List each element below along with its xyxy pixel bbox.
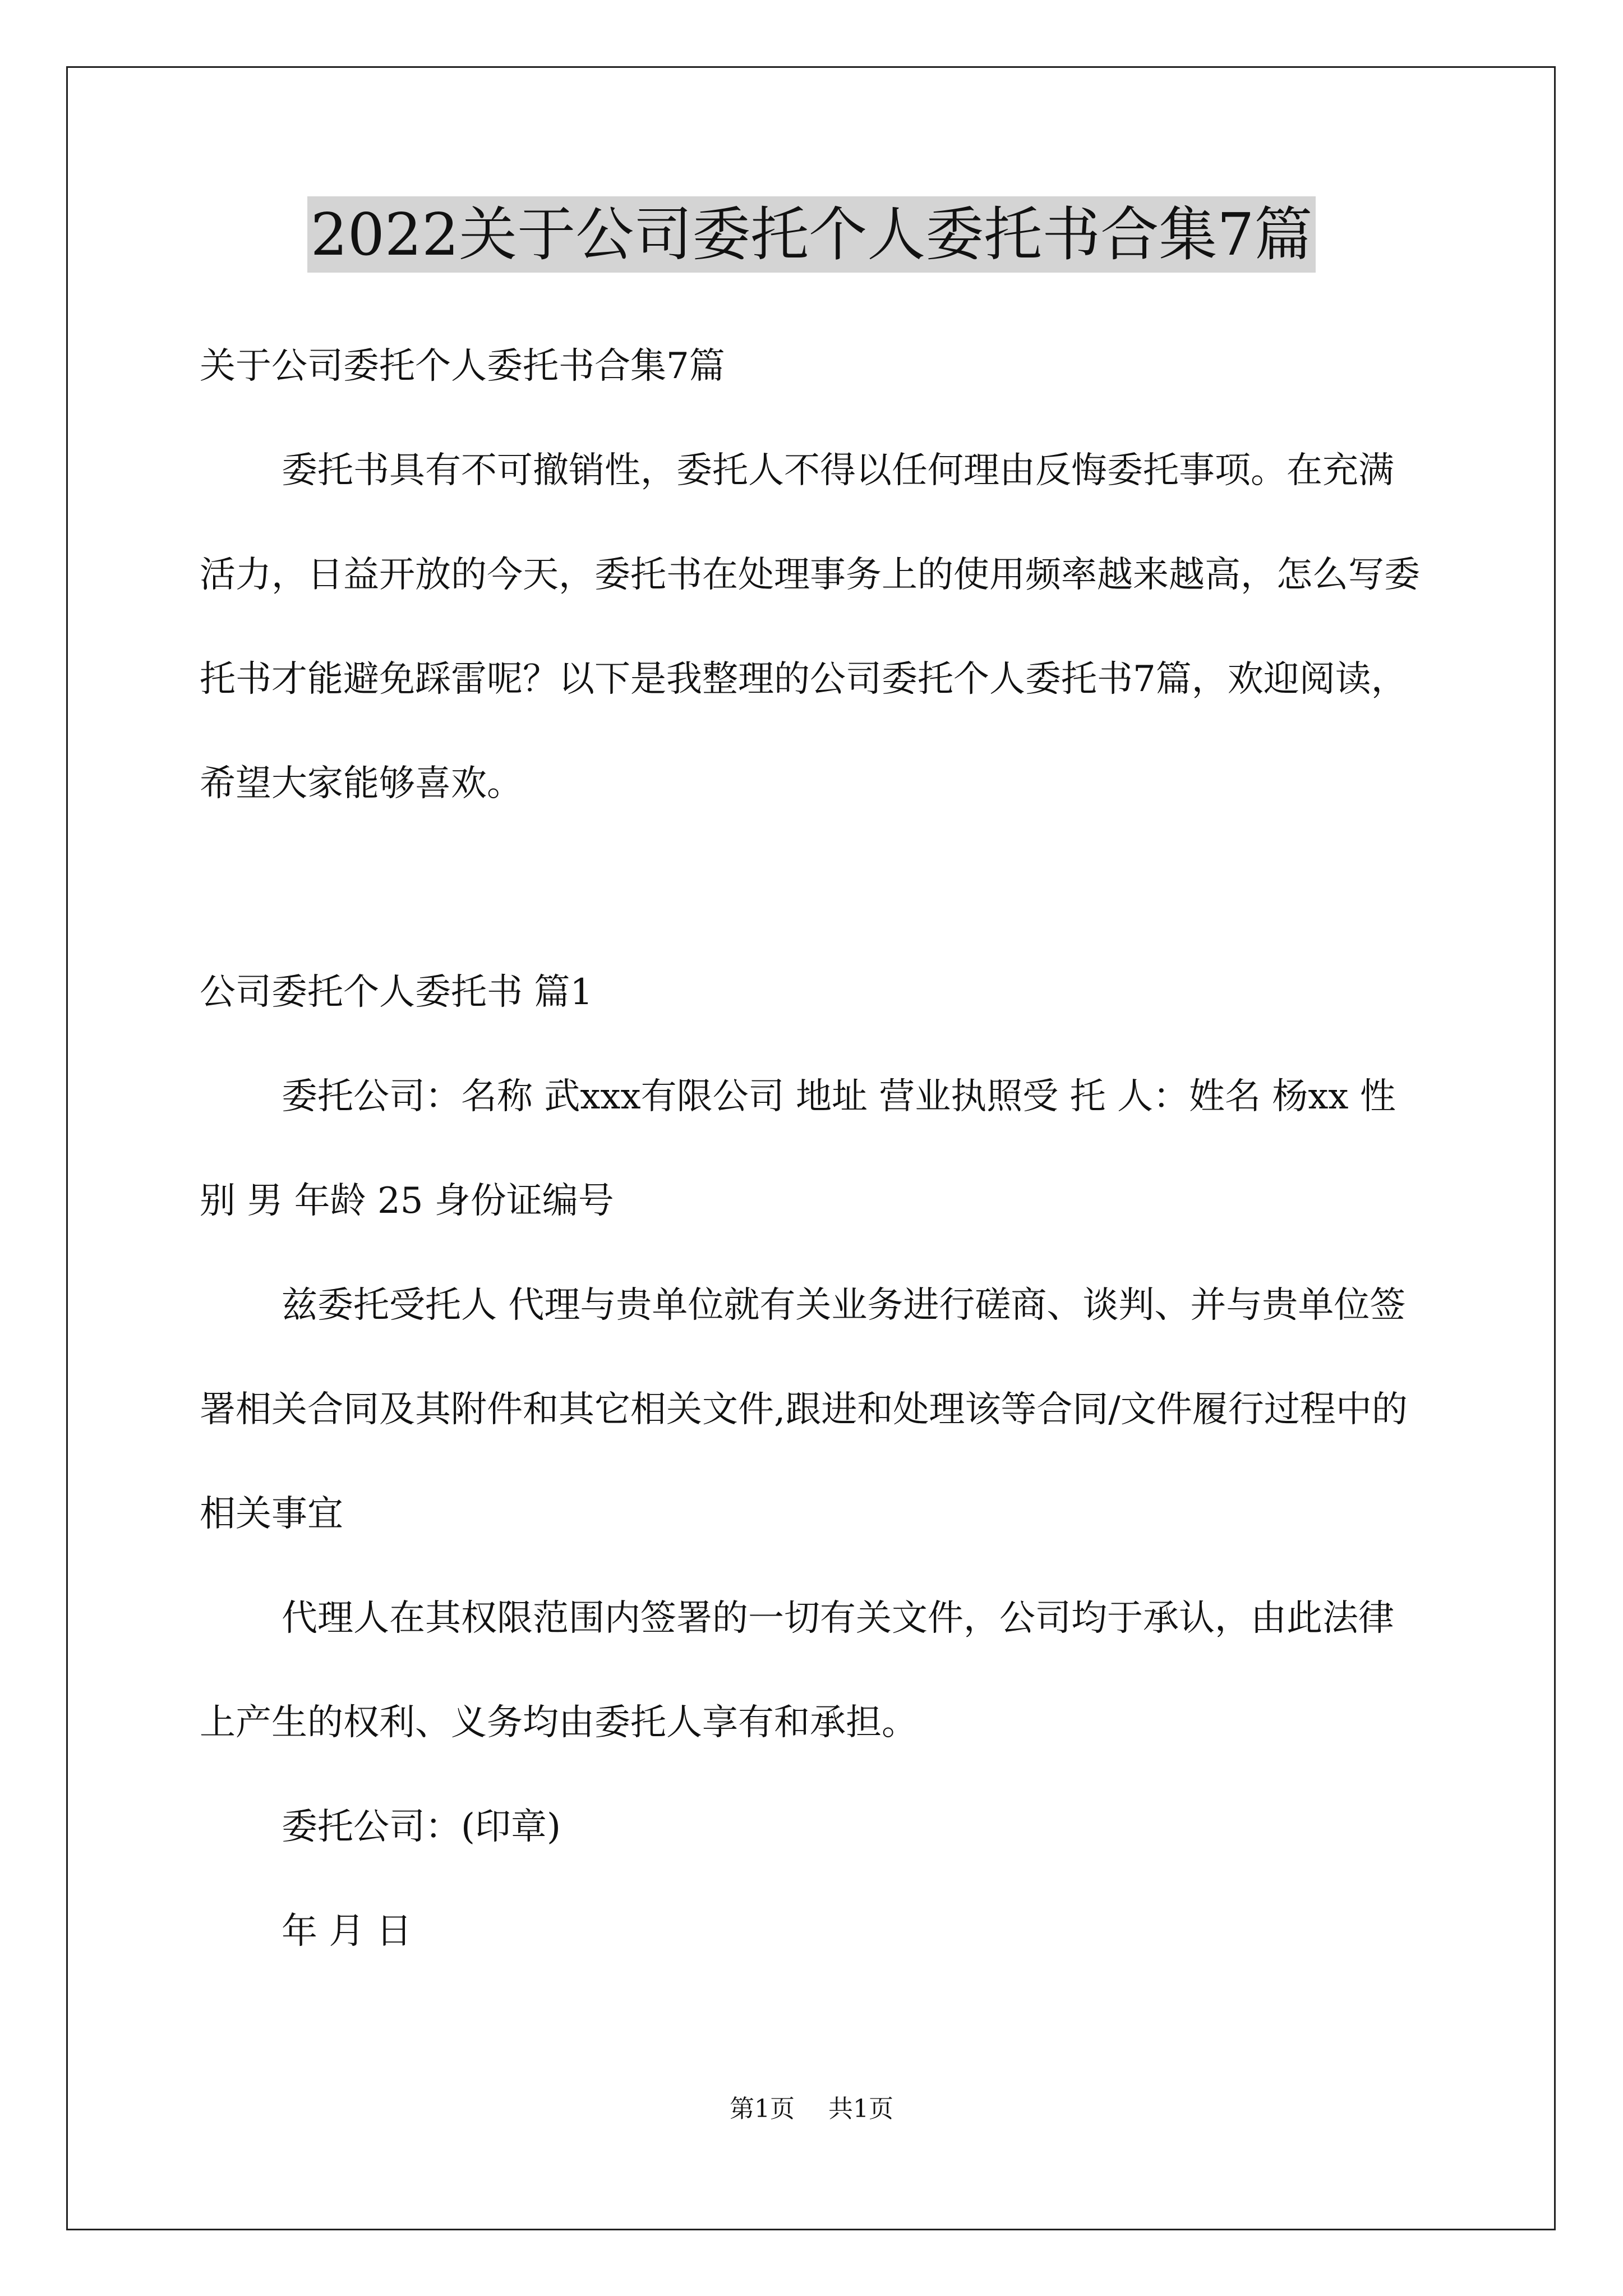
document-subtitle: 关于公司委托个人委托书合集7篇 xyxy=(200,346,725,387)
intro-paragraph: 委托书具有不可撤销性，委托人不得以任何理由反悔委托事项。在充满活力，日益开放的今天，委托书在处理事务上的使用频率越来越高，怎么写委托书才能避免踩雷呢？以下是我整理的公司委托个人委托书7篇，欢迎阅读，希望大家能够喜欢。 xyxy=(200,450,1420,804)
paragraph-seal: 委托公司：(印章) xyxy=(282,1806,561,1848)
section-heading: 公司委托个人委托书 篇1 xyxy=(200,972,593,1013)
paragraph-authorization: 兹委托受托人 代理与贵单位就有关业务进行磋商、谈判、并与贵单位签署相关合同及其附件和其它相关文件,跟进和处理该等合同/文件履行过程中的相关事宜 xyxy=(200,1285,1408,1535)
page-footer xyxy=(0,2092,1623,2126)
paragraph-parties: 委托公司：名称 武xxx有限公司 地址 营业执照受 托 人：姓名 杨xx 性别 男 年龄 25 身份证编号 xyxy=(200,1076,1396,1222)
document-title: 2022关于公司委托个人委托书合集7篇 xyxy=(307,196,1316,273)
page-number: 第1页 xyxy=(730,2095,795,2123)
page-total: 共1页 xyxy=(828,2095,893,2123)
document-body xyxy=(200,314,1428,1984)
title-wrap xyxy=(0,196,1623,273)
spacer xyxy=(200,836,1428,940)
paragraph-date: 年 月 日 xyxy=(282,1911,412,1952)
paragraph-liability: 代理人在其权限范围内签署的一切有关文件，公司均于承认，由此法律上产生的权利、义务均由委托人享有和承担。 xyxy=(200,1598,1394,1743)
